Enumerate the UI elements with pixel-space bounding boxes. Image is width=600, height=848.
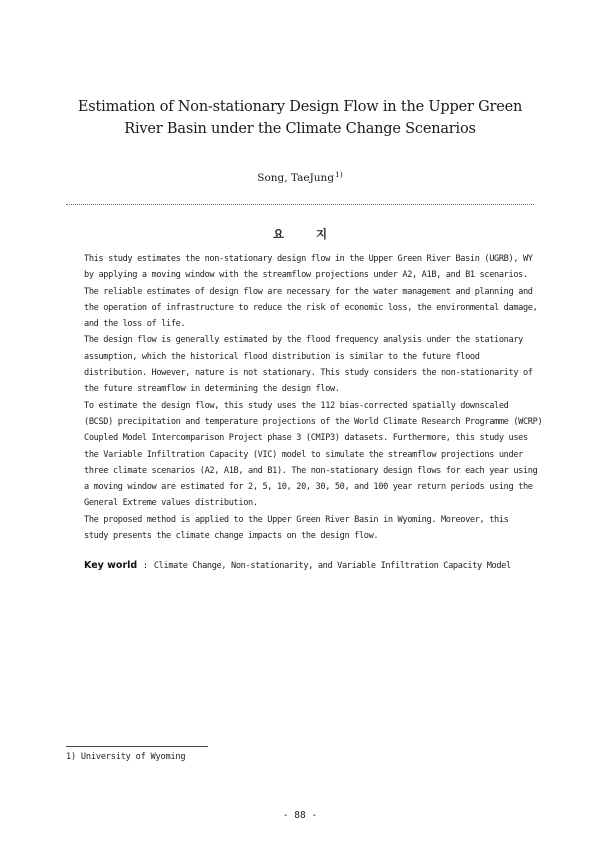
keywords-text: Climate Change, Non-stationarity, and Variable Infiltration Capacity Model (153, 561, 511, 571)
abstract-line: three climate scenarios (A2, A1B, and B1). The non-stationary design flows for each year using (84, 465, 538, 476)
abstract-paragraph (84, 251, 538, 332)
author-name: Song, TaeJung (257, 172, 335, 184)
abstract-line: the future streamflow in determining the design flow. (84, 384, 340, 395)
abstract-line: General Extreme values distribution. (84, 498, 258, 509)
author-footnote-mark: 1) (335, 170, 343, 179)
title-line-2: River Basin under the Climate Change Scenarios (124, 121, 476, 137)
abstract-paragraph (84, 512, 516, 545)
abstract-paragraph (84, 332, 533, 397)
abstract-heading: 요 지 (272, 227, 342, 241)
abstract-line: the operation of infrastructure to reduce the risk of economic loss, the environmental damage, (84, 302, 538, 313)
abstract-line: assumption, which the historical flood distribution is similar to the future flood (84, 351, 480, 362)
abstract-body (84, 251, 543, 544)
abstract-line: The proposed method is applied to the Upper Green River Basin in Wyoming. Moreover, this (84, 514, 509, 525)
author-line (0, 170, 600, 184)
abstract-line: a moving window are estimated for 2, 5, 10, 20, 30, 50, and 100 year return periods using the (84, 482, 533, 493)
abstract-line: (BCSD) precipitation and temperature projections of the World Climate Research Programme (WCRP) (84, 416, 543, 427)
title-line-1: Estimation of Non-stationary Design Flow in the Upper Green (77, 99, 523, 115)
abstract-line: and the loss of life. (84, 319, 186, 330)
paper-title (60, 96, 540, 140)
dotted-divider (66, 204, 534, 205)
footnote-divider (66, 746, 208, 747)
abstract-line: This study estimates the non-stationary design flow in the Upper Green River Basin (UGRB), WY (84, 254, 533, 264)
abstract-line: The design flow is generally estimated by the flood frequency analysis under the stationary (84, 335, 523, 346)
abstract-line: To estimate the design flow, this study uses the 112 bias-corrected spatially downscaled (84, 400, 509, 411)
footnote: 1) University of Wyoming (66, 752, 186, 762)
abstract-line: the Variable Infiltration Capacity (VIC) model to simulate the streamflow projections under (84, 449, 523, 460)
abstract-line: Coupled Model Intercomparison Project phase 3 (CMIP3) datasets. Furthermore, this study uses (84, 433, 528, 444)
abstract-line: study presents the climate change impacts on the design flow. (84, 531, 379, 542)
keywords-label: Key world (84, 560, 138, 571)
keywords-separator: : (142, 561, 149, 571)
abstract-line: by applying a moving window with the streamflow projections under A2, A1B, and B1 scenarios. (84, 270, 528, 281)
keywords-line (84, 558, 516, 574)
abstract-line: distribution. However, nature is not stationary. This study considers the non-stationarity of (84, 368, 533, 379)
page-number: - 88 - (282, 810, 318, 821)
abstract-paragraph (84, 398, 543, 512)
abstract-line: The reliable estimates of design flow are necessary for the water management and planning and (84, 286, 533, 297)
